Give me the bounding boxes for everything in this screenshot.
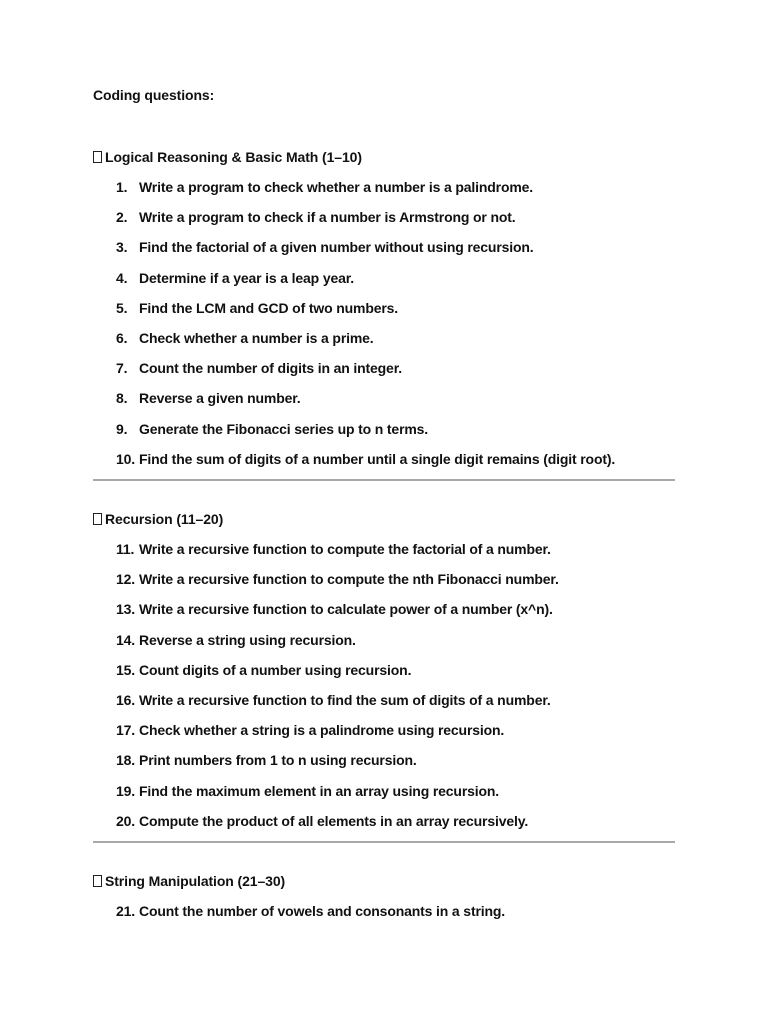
list-item [93,540,675,570]
item-number: 13. [116,601,136,618]
list-item [93,600,675,630]
question-list [93,178,675,480]
list-item [93,208,675,238]
item-text: Print numbers from 1 to n using recursion. [139,752,417,769]
question-list [93,902,675,932]
item-number: 2. [116,209,128,226]
item-text: Generate the Fibonacci series up to n terms. [139,420,429,437]
item-number: 6. [116,329,128,346]
item-number: 19. [116,782,136,799]
list-item [93,359,675,389]
section-divider [93,479,675,481]
section-string-manipulation [93,872,675,932]
item-text: Write a program to check whether a number is a palindrome. [139,179,534,195]
item-text: Count the number of vowels and consonants in a string. [139,903,506,919]
question-list [93,540,675,842]
section-logical-reasoning [93,148,675,480]
list-item [93,299,675,329]
item-text: Count digits of a number using recursion. [139,661,412,678]
list-item [93,661,675,691]
item-number: 18. [116,752,136,769]
list-item [93,420,675,450]
item-number: 10. [116,450,136,467]
missing-glyph-icon [93,513,102,525]
list-item [93,812,675,842]
item-text: Write a recursive function to find the sum of digits of a number. [139,691,551,708]
item-text: Check whether a string is a palindrome using recursion. [139,722,505,739]
list-item [93,389,675,419]
item-text: Find the maximum element in an array using recursion. [139,782,500,799]
list-item [93,721,675,751]
document-title: Coding questions: [93,87,215,103]
list-item [93,450,675,480]
item-number: 17. [116,722,136,739]
missing-glyph-icon [93,875,102,887]
item-text: Count the number of digits in an integer. [139,360,402,377]
list-item [93,902,675,932]
section-divider [93,841,675,843]
item-number: 7. [116,360,128,377]
item-number: 4. [116,269,128,286]
list-item [93,691,675,721]
list-item [93,329,675,359]
list-item [93,631,675,661]
item-number: 14. [116,631,136,648]
list-item [93,178,675,208]
item-number: 9. [116,420,128,437]
item-number: 21. [116,903,136,919]
item-number: 5. [116,299,128,316]
item-number: 3. [116,239,128,256]
item-number: 20. [116,812,136,829]
item-text: Write a recursive function to calculate power of a number (x^n). [139,601,553,618]
section-heading [93,510,675,540]
section-heading-text: String Manipulation (21–30) [105,873,286,889]
section-heading-text: Logical Reasoning & Basic Math (1–10) [105,149,362,165]
item-number: 16. [116,691,136,708]
section-heading [93,872,675,902]
section-heading [93,148,675,178]
item-text: Write a recursive function to compute the factorial of a number. [139,541,551,557]
list-item [93,782,675,812]
item-text: Find the sum of digits of a number until a single digit remains (digit root). [139,450,616,467]
item-number: 1. [116,179,128,195]
item-number: 8. [116,390,128,407]
missing-glyph-icon [93,151,102,163]
item-number: 12. [116,571,136,588]
list-item [93,570,675,600]
item-text: Find the factorial of a given number without using recursion. [139,239,534,256]
item-text: Reverse a string using recursion. [139,631,356,648]
section-recursion [93,510,675,842]
list-item [93,269,675,299]
item-number: 15. [116,661,136,678]
list-item [93,238,675,268]
list-item [93,751,675,781]
section-heading-text: Recursion (11–20) [105,511,224,527]
item-number: 11. [116,541,135,557]
item-text: Write a program to check if a number is Armstrong or not. [139,209,516,226]
item-text: Determine if a year is a leap year. [139,269,354,286]
item-text: Find the LCM and GCD of two numbers. [139,299,399,316]
item-text: Check whether a number is a prime. [139,329,374,346]
item-text: Write a recursive function to compute the nth Fibonacci number. [139,571,559,588]
item-text: Reverse a given number. [139,390,301,407]
item-text: Compute the product of all elements in an array recursively. [139,812,529,829]
